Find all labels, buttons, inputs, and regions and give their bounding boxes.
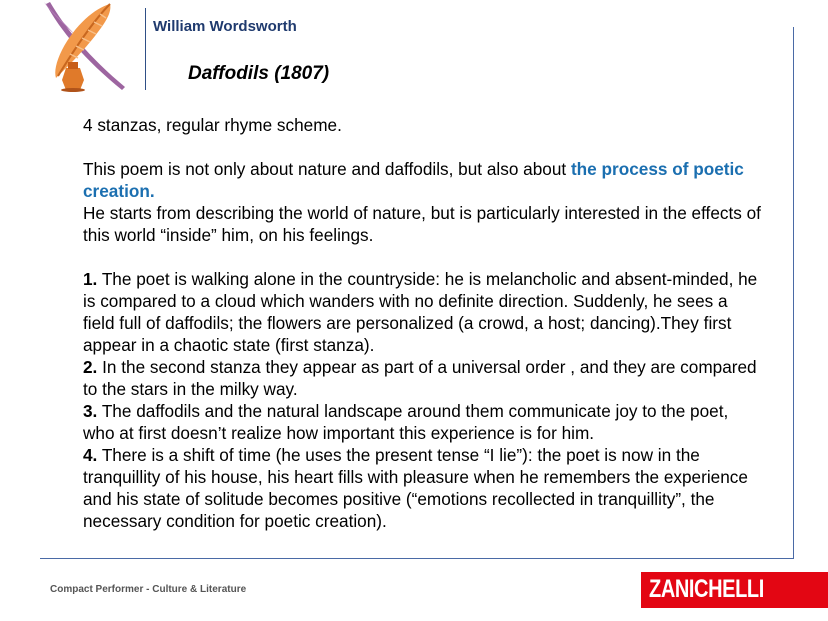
theme-prefix: This poem is not only about nature and daffodils, but also about xyxy=(83,159,571,179)
theme-paragraph xyxy=(83,158,763,202)
point-3 xyxy=(83,400,763,444)
author-name: William Wordsworth xyxy=(153,18,297,35)
footer-series: Compact Performer - Culture & Literature xyxy=(50,584,247,595)
bottom-border xyxy=(40,558,794,559)
poem-title: Daffodils (1807) xyxy=(188,63,330,84)
theme-highlight: the process of poetic creation. xyxy=(83,159,744,201)
point-4 xyxy=(83,444,763,532)
quill-inkwell-icon xyxy=(40,0,128,92)
point-number: 2. xyxy=(83,357,98,377)
point-number: 3. xyxy=(83,401,98,421)
point-text: The poet is walking alone in the countryside: he is melancholic and absent-minded, he is compared to a cloud which wanders with no definite direction. Suddenly, he sees a field full of daffodils; the flowers are personalized (a crowd, a host; dancing).They first appear in a chaotic state (first stanza). xyxy=(83,269,758,355)
point-2 xyxy=(83,356,763,400)
point-text: The daffodils and the natural landscape around them communicate joy to the poet, who at first doesn’t realize how important this experience is for him. xyxy=(83,401,729,443)
point-number: 1. xyxy=(83,269,98,289)
header-divider xyxy=(145,8,146,90)
intro-text: 4 stanzas, regular rhyme scheme. xyxy=(83,115,342,135)
theme-rest: He starts from describing the world of nature, but is particularly interested in the effects of this world “inside” him, on his feelings. xyxy=(83,203,761,245)
point-1 xyxy=(83,268,763,356)
publisher-name: ZANICHELLI xyxy=(649,575,764,603)
point-text: There is a shift of time (he uses the present tense “I lie”): the poet is now in the tranquillity of his house, his heart fills with pleasure when he remembers the experience and his state of solitude becomes positive (“emotions recollected in tranquillity”, the necessary condition for poetic creation). xyxy=(83,445,748,531)
right-border xyxy=(793,27,794,559)
point-text: In the second stanza they appear as part of a universal order , and they are compared to the stars in the milky way. xyxy=(83,357,757,399)
point-number: 4. xyxy=(83,445,98,465)
slide-content xyxy=(83,114,763,532)
publisher-logo xyxy=(641,572,828,608)
